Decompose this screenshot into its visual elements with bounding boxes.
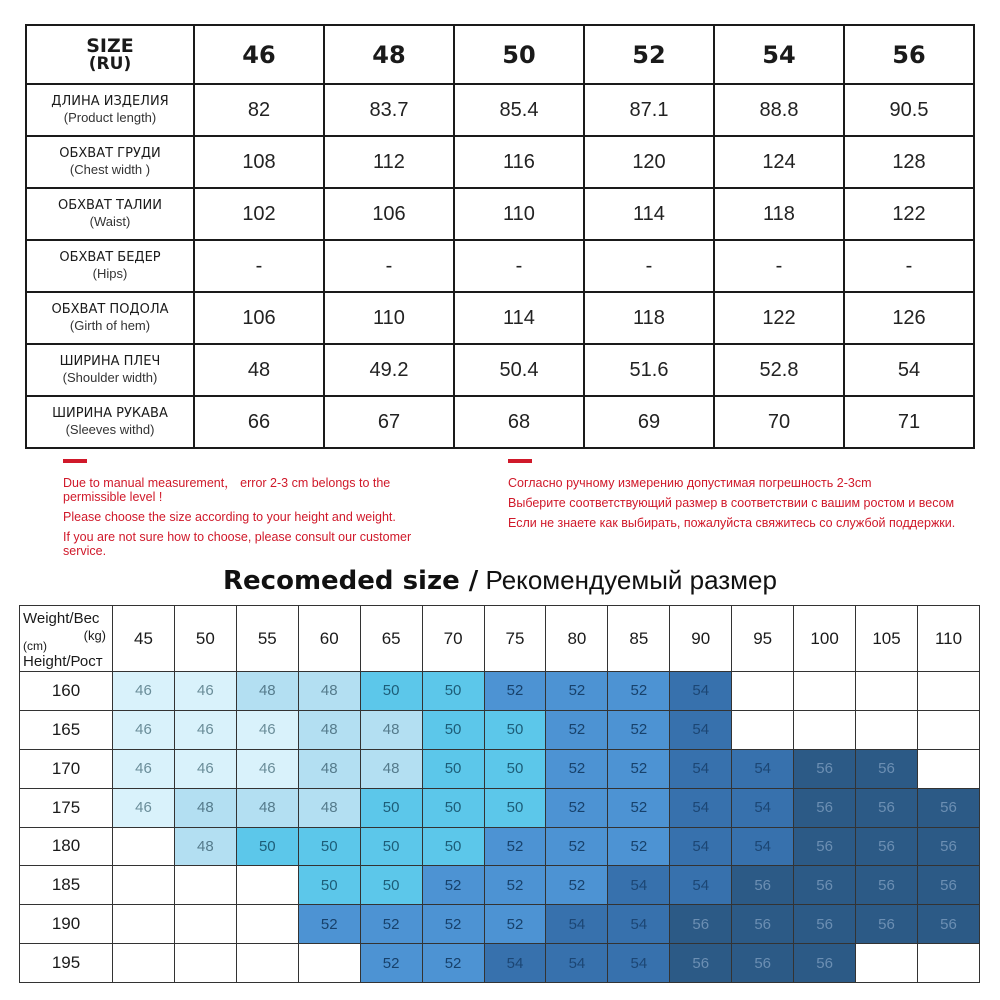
measurement-label-en: (Sleeves withd) xyxy=(65,422,155,437)
measurement-value: 49.2 xyxy=(324,344,454,396)
recommended-size-cell: 48 xyxy=(298,672,360,711)
weight-header-cell: 90 xyxy=(670,606,732,672)
note-marker-en xyxy=(63,459,87,463)
measurement-label-cell xyxy=(26,84,194,136)
height-row xyxy=(20,788,980,827)
measurement-label-en: (Hips) xyxy=(92,266,128,281)
weight-header-cell: 50 xyxy=(174,606,236,672)
recommended-size-cell: 56 xyxy=(856,749,918,788)
recommended-size-cell: 52 xyxy=(484,672,546,711)
recommended-size-cell: 46 xyxy=(174,672,236,711)
empty-size-cell xyxy=(298,944,360,983)
recommended-size-cell: 50 xyxy=(422,710,484,749)
measurement-value: - xyxy=(194,240,324,292)
recommended-size-cell: 56 xyxy=(732,944,794,983)
measurement-label-cell xyxy=(26,396,194,448)
recommended-size-cell: 52 xyxy=(484,866,546,905)
recommended-size-cell: 54 xyxy=(670,788,732,827)
recommended-size-cell: 52 xyxy=(360,905,422,944)
size-corner-title: SIZE xyxy=(86,34,134,57)
size-header-cell: 50 xyxy=(454,25,584,84)
measurement-value: 90.5 xyxy=(844,84,974,136)
size-header-cell: 52 xyxy=(584,25,714,84)
recommended-size-cell: 54 xyxy=(546,944,608,983)
empty-size-cell xyxy=(732,710,794,749)
size-row xyxy=(26,188,974,240)
measurement-label-en: (Waist) xyxy=(89,214,131,229)
size-row xyxy=(26,396,974,448)
empty-size-cell xyxy=(174,944,236,983)
measurement-label-ru: ДЛИНА ИЗДЕЛИЯ xyxy=(51,93,169,109)
note-ru-1: Согласно ручному измерению допустимая погрешность 2-3cm xyxy=(508,476,872,490)
measurement-value: 126 xyxy=(844,292,974,344)
recommended-size-cell: 56 xyxy=(670,905,732,944)
recommended-size-cell: 52 xyxy=(298,905,360,944)
empty-size-cell xyxy=(174,905,236,944)
height-label-cell: 170 xyxy=(20,749,113,788)
recommended-size-cell: 52 xyxy=(608,827,670,866)
measurement-value: 71 xyxy=(844,396,974,448)
recommended-size-cell: 52 xyxy=(608,788,670,827)
recommended-size-cell: 48 xyxy=(174,788,236,827)
recommended-size-cell: 50 xyxy=(360,672,422,711)
recommended-size-cell: 50 xyxy=(422,788,484,827)
weight-header-row xyxy=(20,606,980,672)
note-en-1: Due to manual measurement， error 2-3 cm belongs to the permissible level ! xyxy=(63,476,391,504)
recommended-size-cell: 50 xyxy=(422,672,484,711)
measurement-label-ru: ОБХВАТ ГРУДИ xyxy=(59,145,161,161)
measurement-value: 87.1 xyxy=(584,84,714,136)
empty-size-cell xyxy=(732,672,794,711)
height-row xyxy=(20,827,980,866)
measurement-value: 51.6 xyxy=(584,344,714,396)
corner-cm-label: (cm) xyxy=(23,639,47,653)
measurement-value: 102 xyxy=(194,188,324,240)
empty-size-cell xyxy=(794,672,856,711)
empty-size-cell xyxy=(113,866,175,905)
weight-header-cell: 85 xyxy=(608,606,670,672)
size-row xyxy=(26,84,974,136)
height-row xyxy=(20,905,980,944)
empty-size-cell xyxy=(236,944,298,983)
recommended-size-cell: 52 xyxy=(546,788,608,827)
measurement-value: 122 xyxy=(714,292,844,344)
recommended-size-cell: 52 xyxy=(608,672,670,711)
recommended-size-cell: 56 xyxy=(794,866,856,905)
measurement-value: - xyxy=(844,240,974,292)
recommended-size-cell: 46 xyxy=(236,749,298,788)
corner-kg-label: (kg) xyxy=(83,628,106,643)
recommended-size-cell: 52 xyxy=(546,749,608,788)
heading-bold: Recomeded size / xyxy=(223,566,479,596)
height-label-cell: 175 xyxy=(20,788,113,827)
recommended-size-cell: 50 xyxy=(360,788,422,827)
recommended-size-cell: 50 xyxy=(298,827,360,866)
measurement-value: 110 xyxy=(454,188,584,240)
measurement-label-en: (Product length) xyxy=(63,110,157,125)
measurement-label-cell xyxy=(26,188,194,240)
weight-header-cell: 55 xyxy=(236,606,298,672)
recommended-size-cell: 54 xyxy=(670,866,732,905)
size-row xyxy=(26,240,974,292)
corner-weight-label: Weight/Вес xyxy=(23,610,100,627)
measurement-value: 88.8 xyxy=(714,84,844,136)
recommended-size-cell: 50 xyxy=(422,827,484,866)
recommended-size-cell: 46 xyxy=(236,710,298,749)
recommended-size-cell: 52 xyxy=(422,866,484,905)
measurement-label-cell xyxy=(26,240,194,292)
weight-header-cell: 60 xyxy=(298,606,360,672)
measurement-value: - xyxy=(584,240,714,292)
recommended-size-cell: 54 xyxy=(546,905,608,944)
measurement-value: 54 xyxy=(844,344,974,396)
weight-header-cell: 75 xyxy=(484,606,546,672)
recommended-size-cell: 50 xyxy=(484,749,546,788)
recommended-size-cell: 46 xyxy=(174,749,236,788)
recommended-size-cell: 46 xyxy=(113,788,175,827)
measurement-value: 85.4 xyxy=(454,84,584,136)
recommended-size-cell: 48 xyxy=(298,788,360,827)
recommended-size-cell: 54 xyxy=(732,749,794,788)
reco-corner-cell xyxy=(20,606,113,672)
recommended-size-cell: 56 xyxy=(794,827,856,866)
measurement-value: 48 xyxy=(194,344,324,396)
measurement-value: - xyxy=(454,240,584,292)
measurement-value: 70 xyxy=(714,396,844,448)
recommended-size-cell: 52 xyxy=(484,905,546,944)
recommended-size-heading xyxy=(0,565,1000,596)
recommended-size-cell: 48 xyxy=(236,672,298,711)
height-row xyxy=(20,944,980,983)
recommended-size-cell: 54 xyxy=(732,827,794,866)
recommended-size-cell: 54 xyxy=(608,905,670,944)
recommended-size-cell: 54 xyxy=(670,827,732,866)
measurement-label-ru: ШИРИНА ПЛЕЧ xyxy=(59,353,161,369)
recommended-size-cell: 48 xyxy=(298,749,360,788)
measurement-value: 82 xyxy=(194,84,324,136)
recommended-size-cell: 50 xyxy=(236,827,298,866)
recommended-size-cell: 56 xyxy=(732,866,794,905)
measurement-label-en: (Chest width ) xyxy=(69,162,151,177)
measurement-value: 120 xyxy=(584,136,714,188)
recommended-size-cell: 56 xyxy=(794,905,856,944)
height-label-cell: 160 xyxy=(20,672,113,711)
recommended-size-cell: 56 xyxy=(794,749,856,788)
corner-height-label: Height/Рост xyxy=(23,653,103,670)
size-header-cell: 54 xyxy=(714,25,844,84)
weight-header-cell: 95 xyxy=(732,606,794,672)
recommended-size-cell: 56 xyxy=(856,788,918,827)
note-marker-ru xyxy=(508,459,532,463)
recommended-size-cell: 50 xyxy=(422,749,484,788)
measurement-value: 67 xyxy=(324,396,454,448)
size-row xyxy=(26,292,974,344)
measurement-value: 110 xyxy=(324,292,454,344)
recommended-size-cell: 54 xyxy=(608,944,670,983)
recommended-size-cell: 52 xyxy=(422,905,484,944)
height-row xyxy=(20,710,980,749)
recommended-size-cell: 56 xyxy=(917,905,979,944)
recommended-size-cell: 46 xyxy=(113,672,175,711)
weight-header-cell: 105 xyxy=(856,606,918,672)
measurement-value: 69 xyxy=(584,396,714,448)
recommended-size-cell: 52 xyxy=(546,672,608,711)
note-en-2: Please choose the size according to your height and weight. xyxy=(63,510,396,524)
weight-header-cell: 100 xyxy=(794,606,856,672)
size-header-cell: 48 xyxy=(324,25,454,84)
recommended-size-cell: 52 xyxy=(422,944,484,983)
size-row xyxy=(26,136,974,188)
measurement-value: 128 xyxy=(844,136,974,188)
weight-header-cell: 70 xyxy=(422,606,484,672)
empty-size-cell xyxy=(174,866,236,905)
measurement-value: 66 xyxy=(194,396,324,448)
recommended-size-cell: 50 xyxy=(360,827,422,866)
measurement-value: 124 xyxy=(714,136,844,188)
height-label-cell: 190 xyxy=(20,905,113,944)
weight-header-cell: 45 xyxy=(113,606,175,672)
recommended-size-cell: 56 xyxy=(670,944,732,983)
recommended-size-cell: 56 xyxy=(856,827,918,866)
measurement-value: 112 xyxy=(324,136,454,188)
recommended-size-cell: 50 xyxy=(360,866,422,905)
weight-header-cell: 80 xyxy=(546,606,608,672)
recommended-size-cell: 54 xyxy=(670,672,732,711)
recommended-size-cell: 56 xyxy=(794,788,856,827)
empty-size-cell xyxy=(856,672,918,711)
empty-size-cell xyxy=(236,866,298,905)
recommended-size-cell: 56 xyxy=(917,788,979,827)
empty-size-cell xyxy=(917,672,979,711)
recommended-size-cell: 50 xyxy=(484,788,546,827)
recommended-size-cell: 52 xyxy=(484,827,546,866)
recommended-size-cell: 54 xyxy=(732,788,794,827)
height-label-cell: 185 xyxy=(20,866,113,905)
measurement-value: 106 xyxy=(194,292,324,344)
measurement-label-cell xyxy=(26,136,194,188)
height-row xyxy=(20,866,980,905)
reco-corner-box xyxy=(20,606,112,671)
recommended-size-cell: 52 xyxy=(608,749,670,788)
measurement-value: 106 xyxy=(324,188,454,240)
size-header-cell: 46 xyxy=(194,25,324,84)
empty-size-cell xyxy=(917,944,979,983)
empty-size-cell xyxy=(856,944,918,983)
empty-size-cell xyxy=(794,710,856,749)
size-header-row xyxy=(26,25,974,84)
recommended-size-cell: 54 xyxy=(608,866,670,905)
measurement-value: 68 xyxy=(454,396,584,448)
height-row xyxy=(20,672,980,711)
size-header-cell: 56 xyxy=(844,25,974,84)
recommended-size-cell: 48 xyxy=(298,710,360,749)
measurement-value: 83.7 xyxy=(324,84,454,136)
notes-en xyxy=(63,476,443,564)
measurement-label-cell xyxy=(26,292,194,344)
note-en-3: If you are not sure how to choose, please consult our customer service. xyxy=(63,530,412,558)
measurement-value: 118 xyxy=(714,188,844,240)
empty-size-cell xyxy=(236,905,298,944)
recommended-size-cell: 48 xyxy=(360,749,422,788)
measurement-label-cell xyxy=(26,344,194,396)
recommended-size-cell: 52 xyxy=(360,944,422,983)
recommended-size-cell: 54 xyxy=(670,749,732,788)
recommended-size-cell: 54 xyxy=(670,710,732,749)
weight-header-cell: 110 xyxy=(917,606,979,672)
recommended-size-cell: 54 xyxy=(484,944,546,983)
empty-size-cell xyxy=(917,749,979,788)
recommended-size-cell: 50 xyxy=(484,710,546,749)
size-chart-table xyxy=(25,24,975,449)
height-label-cell: 195 xyxy=(20,944,113,983)
recommended-size-cell: 52 xyxy=(608,710,670,749)
measurement-value: 116 xyxy=(454,136,584,188)
size-corner-cell xyxy=(26,25,194,84)
measurement-label-ru: ШИРИНА РУКАВА xyxy=(52,405,168,421)
measurement-value: 114 xyxy=(584,188,714,240)
size-corner-sub: (RU) xyxy=(88,53,132,74)
recommended-size-cell: 56 xyxy=(794,944,856,983)
empty-size-cell xyxy=(856,710,918,749)
measurement-value: 114 xyxy=(454,292,584,344)
recommended-size-cell: 50 xyxy=(298,866,360,905)
measurement-value: 50.4 xyxy=(454,344,584,396)
recommended-size-cell: 48 xyxy=(236,788,298,827)
size-row xyxy=(26,344,974,396)
notes-ru xyxy=(508,476,958,536)
note-ru-2: Выберите соответствующий размер в соответствии с вашим ростом и весом xyxy=(508,496,955,510)
height-label-cell: 165 xyxy=(20,710,113,749)
empty-size-cell xyxy=(113,827,175,866)
recommended-size-cell: 46 xyxy=(113,710,175,749)
recommended-size-cell: 56 xyxy=(856,866,918,905)
measurement-value: 122 xyxy=(844,188,974,240)
empty-size-cell xyxy=(917,710,979,749)
measurement-value: - xyxy=(714,240,844,292)
recommended-size-cell: 52 xyxy=(546,866,608,905)
measurement-label-ru: ОБХВАТ ПОДОЛА xyxy=(51,301,169,317)
recommended-size-cell: 56 xyxy=(917,866,979,905)
recommended-size-cell: 56 xyxy=(856,905,918,944)
measurement-value: 52.8 xyxy=(714,344,844,396)
height-label-cell: 180 xyxy=(20,827,113,866)
measurement-value: 118 xyxy=(584,292,714,344)
recommended-size-cell: 56 xyxy=(917,827,979,866)
recommended-size-cell: 56 xyxy=(732,905,794,944)
measurement-value: 108 xyxy=(194,136,324,188)
measurement-label-en: (Girth of hem) xyxy=(69,318,151,333)
weight-header-cell: 65 xyxy=(360,606,422,672)
recommended-size-cell: 48 xyxy=(174,827,236,866)
recommended-size-cell: 48 xyxy=(360,710,422,749)
note-ru-3: Если не знаете как выбирать, пожалуйста свяжитесь со службой поддержки. xyxy=(508,516,956,530)
recommended-size-cell: 46 xyxy=(113,749,175,788)
measurement-label-en: (Shoulder width) xyxy=(62,370,158,385)
recommended-size-cell: 52 xyxy=(546,710,608,749)
recommended-size-cell: 52 xyxy=(546,827,608,866)
empty-size-cell xyxy=(113,944,175,983)
measurement-label-ru: ОБХВАТ БЕДЕР xyxy=(59,249,161,265)
height-row xyxy=(20,749,980,788)
measurement-label-ru: ОБХВАТ ТАЛИИ xyxy=(58,197,162,213)
empty-size-cell xyxy=(113,905,175,944)
heading-regular: Рекомендуемый размер xyxy=(478,565,777,595)
recommended-size-cell: 46 xyxy=(174,710,236,749)
measurement-value: - xyxy=(324,240,454,292)
recommended-size-grid xyxy=(19,605,980,983)
